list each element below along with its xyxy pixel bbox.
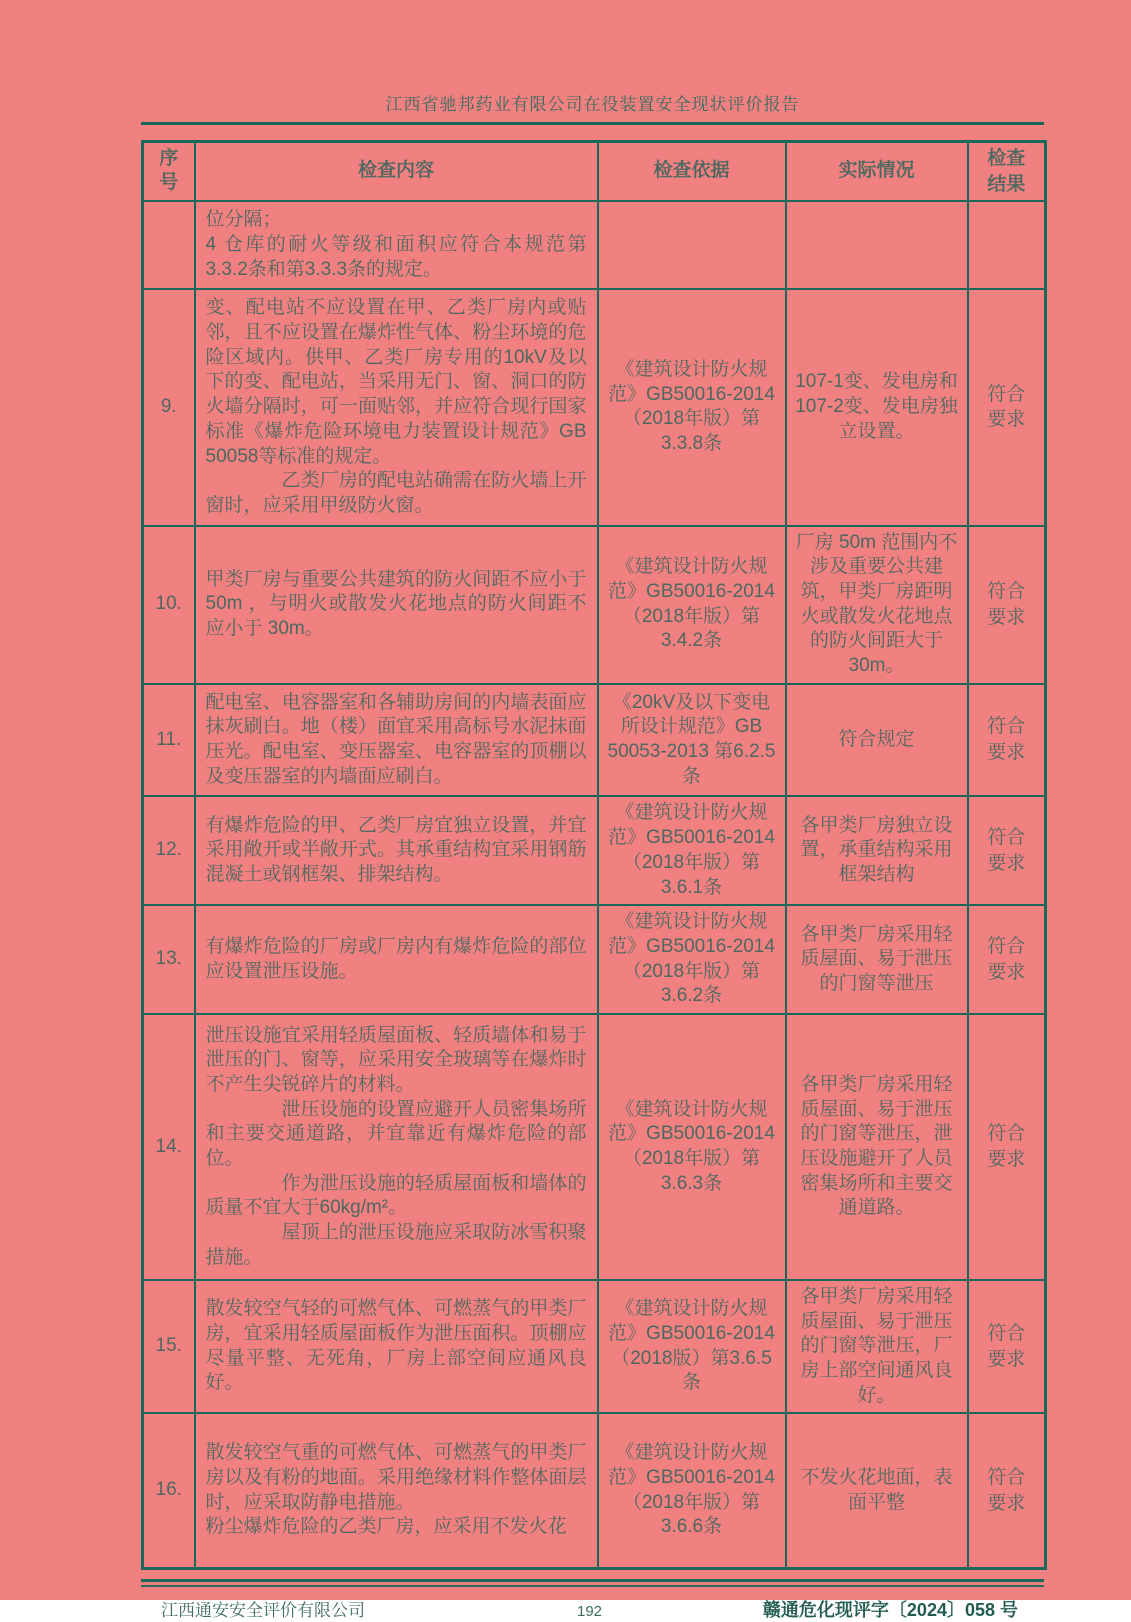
content-paragraph: 有爆炸危险的厂房或厂房内有爆炸危险的部位应设置泄压设施。	[205, 935, 587, 982]
content-paragraph: 变、配电站不应设置在甲、乙类厂房内或贴邻，且不应设置在爆炸性气体、粉尘环境的危险区域内。供甲、乙类厂房专用的10kV及以下的变、配电站，当采用无门、窗、洞口的防火墙分隔时，可一面贴邻，并应符合现行国家标准《爆炸危险环境电力装置设计规范》GB 50058等标准的规定。	[205, 297, 587, 467]
row-number-cell: 14.	[143, 1014, 195, 1280]
row-number-cell: 11.	[143, 684, 195, 797]
actual-situation-cell: 符合规定	[786, 684, 968, 797]
content-paragraph: 有爆炸危险的甲、乙类厂房宜独立设置，并宜采用敞开或半敞开式。其承重结构宜采用钢筋混凝土或钢框架、排架结构。	[205, 814, 587, 886]
check-result-cell: 符合要求	[968, 1413, 1046, 1568]
check-content-cell	[195, 1280, 598, 1413]
check-content-cell	[195, 796, 598, 905]
content-paragraph: 屋顶上的泄压设施应采取防冰雪积聚措施。	[205, 1222, 587, 1268]
content-paragraph: 位分隔；	[205, 209, 282, 231]
check-basis-cell: 《建筑设计防火规范》GB50016-2014（2018年版）第3.3.8条	[598, 289, 786, 525]
content-paragraph: 乙类厂房的配电站确需在防火墙上开窗时，应采用甲级防火窗。	[205, 470, 587, 516]
content-paragraph: 散发较空气轻的可燃气体、可燃蒸气的甲类厂房，宜采用轻质屋面板作为泄压面积。顶棚应尽量平整、无死角，厂房上部空间应通风良好。	[205, 1298, 587, 1394]
col-header-content: 检查内容	[195, 142, 598, 202]
content-paragraph: 散发较空气重的可燃气体、可燃蒸气的甲类厂房以及有粉的地面。采用绝缘材料作整体面层时，应采取防静电措施。	[205, 1442, 587, 1513]
check-result-cell	[968, 201, 1046, 289]
check-content-cell	[195, 1014, 598, 1280]
check-basis-cell: 《建筑设计防火规范》GB50016-2014（2018年版）第3.6.6条	[598, 1413, 786, 1568]
col-header-basis: 检查依据	[598, 142, 786, 202]
inspection-table	[141, 140, 1047, 1570]
check-content-cell	[195, 1413, 598, 1568]
actual-situation-cell: 各甲类厂房采用轻质屋面、易于泄压的门窗等泄压	[786, 905, 968, 1014]
check-result-cell: 符合要求	[968, 684, 1046, 797]
content-paragraph: 4 仓库的耐火等级和面积应符合本规范第3.3.2条和第3.3.3条的规定。	[205, 234, 587, 280]
actual-situation-cell	[786, 201, 968, 289]
check-content-cell	[195, 526, 598, 684]
content-paragraph: 配电室、电容器室和各辅助房间的内墙表面应抹灰刷白。地（楼）面宜采用高标号水泥抹面压光。配电室、变压器室、电容器室的顶棚以及变压器室的内墙面应刷白。	[205, 691, 587, 787]
actual-situation-cell: 厂房 50m 范围内不涉及重要公共建筑，甲类厂房距明火或散发火花地点的防火间距大于 30m。	[786, 526, 968, 684]
page-header-title: 江西省驰邦药业有限公司在役装置安全现状评价报告	[385, 95, 800, 114]
check-result-cell: 符合要求	[968, 1280, 1046, 1413]
row-number-cell: 15.	[143, 1280, 195, 1413]
row-number-cell: 12.	[143, 796, 195, 905]
footer-page-number: 192	[576, 1602, 603, 1620]
check-basis-cell	[598, 201, 786, 289]
footer-company: 江西通安安全评价有限公司	[161, 1600, 365, 1620]
table-row-continued	[143, 201, 1046, 289]
table-row-13	[143, 905, 1046, 1014]
content-paragraph: 甲类厂房与重要公共建筑的防火间距不应小于50m ，与明火或散发火花地点的防火间距不应小于 30m。	[205, 568, 587, 639]
row-number-cell: 16.	[143, 1413, 195, 1568]
check-basis-cell: 《20kV及以下变电所设计规范》GB 50053-2013 第6.2.5条	[598, 684, 786, 797]
check-basis-cell: 《建筑设计防火规范》GB50016-2014（2018版）第3.6.5条	[598, 1280, 786, 1413]
col-header-result: 检查结果	[968, 142, 1046, 202]
col-header-actual: 实际情况	[786, 142, 968, 202]
check-content-cell	[195, 684, 598, 797]
page-content	[141, 0, 1044, 1622]
table-header-row	[143, 142, 1046, 202]
check-basis-cell: 《建筑设计防火规范》GB50016-2014（2018年版）第3.4.2条	[598, 526, 786, 684]
table-row-15	[143, 1280, 1046, 1413]
table-row-14	[143, 1014, 1046, 1280]
row-number-cell: 13.	[143, 905, 195, 1014]
check-result-cell: 符合要求	[968, 905, 1046, 1014]
col-header-no: 序号	[143, 142, 195, 202]
check-content-cell	[195, 289, 598, 525]
actual-situation-cell: 各甲类厂房采用轻质屋面、易于泄压的门窗等泄压，厂房上部空间通风良好。	[786, 1280, 968, 1413]
row-number-cell: 9.	[143, 289, 195, 525]
actual-situation-cell: 不发火花地面，表面平整	[786, 1413, 968, 1568]
check-basis-cell: 《建筑设计防火规范》GB50016-2014（2018年版）第3.6.1条	[598, 796, 786, 905]
check-content-cell	[195, 201, 598, 289]
table-row-11	[143, 684, 1046, 797]
table-row-10	[143, 526, 1046, 684]
header-rule	[141, 122, 1044, 125]
actual-situation-cell: 各甲类厂房独立设置，承重结构采用框架结构	[786, 796, 968, 905]
content-paragraph: 粉尘爆炸危险的乙类厂房，应采用不发火花	[205, 1516, 567, 1538]
actual-situation-cell: 各甲类厂房采用轻质屋面、易于泄压的门窗等泄压，泄压设施避开了人员密集场所和主要交通道路。	[786, 1014, 968, 1280]
footer-doc-number: 赣通危化现评字〔2024〕058 号	[762, 1599, 1018, 1620]
check-result-cell: 符合要求	[968, 1014, 1046, 1280]
check-content-cell	[195, 905, 598, 1014]
check-basis-cell: 《建筑设计防火规范》GB50016-2014（2018年版）第3.6.3条	[598, 1014, 786, 1280]
table-row-12	[143, 796, 1046, 905]
page-footer	[141, 1596, 1044, 1622]
table-row-9	[143, 289, 1046, 525]
content-paragraph: 泄压设施宜采用轻质屋面板、轻质墙体和易于泄压的门、窗等，应采用安全玻璃等在爆炸时不产生尖锐碎片的材料。	[205, 1024, 587, 1095]
actual-situation-cell: 107-1变、发电房和107-2变、发电房独立设置。	[786, 289, 968, 525]
check-result-cell: 符合要求	[968, 289, 1046, 525]
check-result-cell: 符合要求	[968, 796, 1046, 905]
footer-rule	[141, 1579, 1044, 1587]
row-number-cell	[143, 201, 195, 289]
table-row-16	[143, 1413, 1046, 1568]
row-number-cell: 10.	[143, 526, 195, 684]
content-paragraph: 作为泄压设施的轻质屋面板和墙体的质量不宜大于60kg/m²。	[205, 1172, 587, 1219]
check-basis-cell: 《建筑设计防火规范》GB50016-2014（2018年版）第3.6.2条	[598, 905, 786, 1014]
content-paragraph: 泄压设施的设置应避开人员密集场所和主要交通道路，并宜靠近有爆炸危险的部位。	[205, 1098, 587, 1169]
check-result-cell: 符合要求	[968, 526, 1046, 684]
